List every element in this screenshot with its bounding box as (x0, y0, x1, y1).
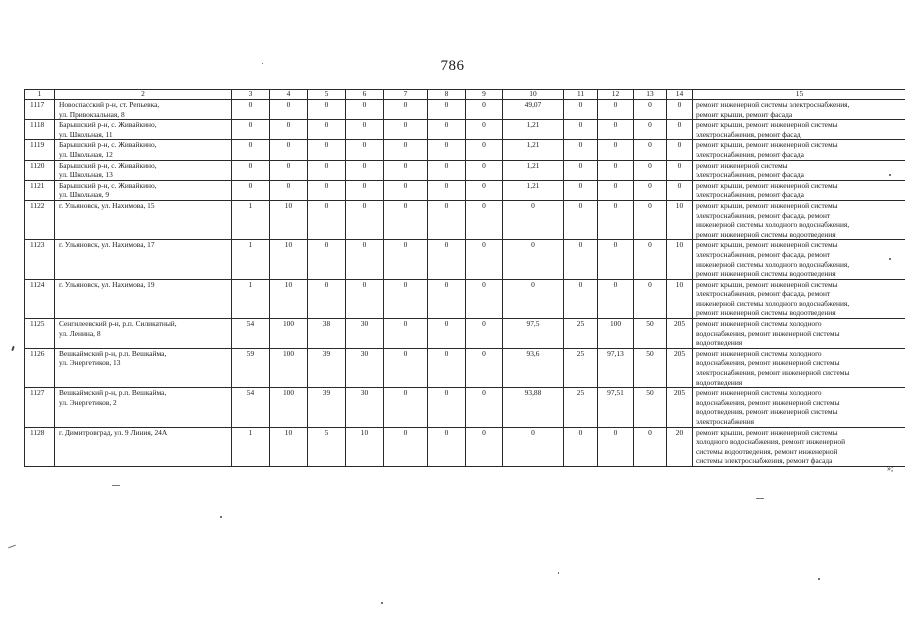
value-cell-c9: 0 (466, 240, 503, 279)
row-number: 1121 (25, 180, 55, 200)
repair-works-line: электроснабжения, ремонт фасада (696, 190, 804, 200)
address-line: г. Ульяновск, ул. Нахимова, 17 (59, 240, 155, 250)
value-cell-c5: 0 (308, 240, 346, 279)
repair-works-line: ремонт инженерной системы водоотведения (696, 269, 836, 279)
address-cell (55, 388, 232, 427)
header-cell: 3 (232, 90, 270, 100)
value-cell-c7: 0 (384, 180, 428, 200)
row-number: 1119 (25, 140, 55, 160)
value-cell-c13: 50 (634, 348, 667, 387)
value-cell-c14: 0 (667, 120, 693, 140)
repair-works-line: инженерной системы холодного водоснабжения, (696, 298, 850, 308)
repair-works-cell (693, 279, 905, 318)
address-line: ул. Школьная, 11 (59, 129, 113, 139)
value-cell-c5: 39 (308, 388, 346, 427)
scan-speck (818, 578, 820, 580)
header-cell: 8 (428, 90, 466, 100)
table-row (25, 240, 905, 279)
value-cell-c7: 0 (384, 120, 428, 140)
value-cell-c7: 0 (384, 279, 428, 318)
value-cell-c10: 0 (503, 200, 564, 239)
value-cell-c3: 1 (232, 279, 270, 318)
value-cell-c12: 97,13 (598, 348, 634, 387)
table-row (25, 348, 905, 387)
value-cell-c6: 0 (346, 120, 384, 140)
value-cell-c10: 93,6 (503, 348, 564, 387)
value-cell-c3: 54 (232, 319, 270, 349)
repair-works-line: системы электроснабжения, ремонт фасада (696, 456, 833, 466)
row-number: 1126 (25, 348, 55, 387)
trailing-mark: »; (887, 464, 894, 473)
value-cell-c12: 100 (598, 319, 634, 349)
repair-works-line: электроснабжения, ремонт инженерной системы (696, 368, 850, 378)
value-cell-c9: 0 (466, 388, 503, 427)
value-cell-c6: 30 (346, 388, 384, 427)
value-cell-c3: 59 (232, 348, 270, 387)
value-cell-c9: 0 (466, 160, 503, 180)
value-cell-c9: 0 (466, 120, 503, 140)
value-cell-c11: 0 (564, 200, 598, 239)
value-cell-c5: 0 (308, 279, 346, 318)
value-cell-c6: 0 (346, 140, 384, 160)
value-cell-c4: 10 (270, 240, 308, 279)
value-cell-c10: 93,88 (503, 388, 564, 427)
header-cell: 5 (308, 90, 346, 100)
value-cell-c8: 0 (428, 319, 466, 349)
repair-works-line: водоснабжения, ремонт инженерной системы (696, 397, 840, 407)
value-cell-c7: 0 (384, 100, 428, 120)
address-cell (55, 120, 232, 140)
address-cell (55, 140, 232, 160)
value-cell-c9: 0 (466, 140, 503, 160)
value-cell-c7: 0 (384, 140, 428, 160)
scan-speck (558, 572, 559, 574)
repair-works-cell (693, 319, 905, 349)
repair-works-line: электроснабжения, ремонт фасад (696, 129, 801, 139)
value-cell-c12: 0 (598, 180, 634, 200)
value-cell-c13: 0 (634, 279, 667, 318)
repair-works-line: электроснабжения, ремонт фасада, ремонт (696, 289, 831, 299)
value-cell-c7: 0 (384, 240, 428, 279)
value-cell-c3: 1 (232, 200, 270, 239)
repair-works-line: ремонт крыши, ремонт инженерной системы (696, 240, 838, 250)
address-cell (55, 200, 232, 239)
address-line: г. Ульяновск, ул. Нахимова, 19 (59, 279, 155, 289)
value-cell-c14: 0 (667, 100, 693, 120)
value-cell-c10: 0 (503, 279, 564, 318)
repair-works-line: водоснабжения, ремонт инженерной системы (696, 328, 840, 338)
address-line: ул. Энергетиков, 13 (59, 358, 121, 368)
scan-speck (889, 174, 891, 176)
value-cell-c11: 0 (564, 240, 598, 279)
value-cell-c6: 0 (346, 200, 384, 239)
address-line: ул. Школьная, 13 (59, 170, 113, 180)
value-cell-c10: 1,21 (503, 160, 564, 180)
address-line: Барышский р-н, с. Живайкино, (59, 140, 157, 150)
header-cell: 2 (55, 90, 232, 100)
value-cell-c11: 25 (564, 319, 598, 349)
address-cell (55, 160, 232, 180)
row-number: 1122 (25, 200, 55, 239)
repair-works-cell (693, 388, 905, 427)
value-cell-c12: 0 (598, 120, 634, 140)
address-line: Вешкаймский р-н, р.п. Вешкайма, (59, 348, 167, 358)
value-cell-c12: 0 (598, 100, 634, 120)
header-cell: 10 (503, 90, 564, 100)
value-cell-c11: 0 (564, 160, 598, 180)
repair-works-line: системы водоотведения, ремонт инженерной (696, 446, 838, 456)
repair-works-line: ремонт инженерной системы холодного (696, 319, 822, 329)
value-cell-c9: 0 (466, 279, 503, 318)
value-cell-c13: 0 (634, 120, 667, 140)
table-row (25, 120, 905, 140)
value-cell-c13: 0 (634, 180, 667, 200)
value-cell-c4: 100 (270, 348, 308, 387)
value-cell-c14: 10 (667, 200, 693, 239)
repair-works-line: ремонт инженерной системы водоотведения (696, 308, 836, 318)
repair-works-cell (693, 180, 905, 200)
header-cell: 14 (667, 90, 693, 100)
repair-works-line: ремонт инженерной системы (696, 160, 788, 170)
value-cell-c3: 0 (232, 100, 270, 120)
address-cell (55, 348, 232, 387)
repair-works-line: ремонт крыши, ремонт инженерной системы (696, 140, 838, 150)
value-cell-c10: 1,21 (503, 180, 564, 200)
value-cell-c9: 0 (466, 200, 503, 239)
value-cell-c14: 205 (667, 388, 693, 427)
scan-speck (889, 258, 891, 260)
repair-works-line: ремонт крыши, ремонт фасада (696, 109, 793, 119)
table-row (25, 427, 905, 466)
header-cell: 12 (598, 90, 634, 100)
value-cell-c4: 0 (270, 140, 308, 160)
value-cell-c4: 10 (270, 279, 308, 318)
value-cell-c4: 10 (270, 200, 308, 239)
address-cell (55, 240, 232, 279)
address-line: г. Димитровград, ул. 9 Линия, 24А (59, 427, 168, 437)
value-cell-c13: 0 (634, 140, 667, 160)
value-cell-c11: 0 (564, 140, 598, 160)
repair-works-line: инженерной системы холодного водоснабжения, (696, 220, 850, 230)
row-number: 1128 (25, 427, 55, 466)
repair-works-cell (693, 160, 905, 180)
repair-works-line: ремонт инженерной системы холодного (696, 348, 822, 358)
value-cell-c7: 0 (384, 427, 428, 466)
registry-table (24, 89, 905, 467)
value-cell-c5: 0 (308, 100, 346, 120)
address-line: ул. Школьная, 12 (59, 149, 113, 159)
value-cell-c5: 0 (308, 200, 346, 239)
repair-works-line: электроснабжения, ремонт фасада (696, 149, 804, 159)
header-row (25, 90, 905, 100)
value-cell-c6: 30 (346, 319, 384, 349)
table-row (25, 200, 905, 239)
repair-works-line: электроснабжения, ремонт фасада, ремонт (696, 210, 831, 220)
repair-works-line: ремонт инженерной системы электроснабжения, (696, 100, 850, 109)
value-cell-c14: 20 (667, 427, 693, 466)
table-row (25, 388, 905, 427)
value-cell-c13: 0 (634, 160, 667, 180)
value-cell-c13: 0 (634, 240, 667, 279)
repair-works-line: водоотведения (696, 338, 743, 348)
value-cell-c13: 0 (634, 427, 667, 466)
value-cell-c8: 0 (428, 180, 466, 200)
address-cell (55, 427, 232, 466)
value-cell-c12: 0 (598, 240, 634, 279)
repair-works-line: ремонт крыши, ремонт инженерной системы (696, 180, 838, 190)
address-line: Барышский р-н, с. Живайкино, (59, 120, 157, 130)
value-cell-c10: 0 (503, 427, 564, 466)
value-cell-c9: 0 (466, 180, 503, 200)
value-cell-c6: 0 (346, 279, 384, 318)
value-cell-c9: 0 (466, 319, 503, 349)
value-cell-c8: 0 (428, 100, 466, 120)
header-cell: 13 (634, 90, 667, 100)
row-number: 1120 (25, 160, 55, 180)
value-cell-c8: 0 (428, 348, 466, 387)
value-cell-c7: 0 (384, 388, 428, 427)
header-cell: 11 (564, 90, 598, 100)
header-cell: 15 (693, 90, 905, 100)
repair-works-line: ремонт инженерной системы водоотведения (696, 229, 836, 239)
value-cell-c12: 0 (598, 200, 634, 239)
value-cell-c4: 0 (270, 100, 308, 120)
value-cell-c4: 0 (270, 180, 308, 200)
value-cell-c13: 0 (634, 100, 667, 120)
value-cell-c8: 0 (428, 279, 466, 318)
value-cell-c6: 30 (346, 348, 384, 387)
address-line: ул. Школьная, 9 (59, 190, 110, 200)
repair-works-line: ремонт инженерной системы холодного (696, 388, 822, 398)
address-line: Вешкаймский р-н, р.п. Вешкайма, (59, 388, 167, 398)
value-cell-c10: 97,5 (503, 319, 564, 349)
value-cell-c9: 0 (466, 100, 503, 120)
repair-works-cell (693, 348, 905, 387)
value-cell-c10: 0 (503, 240, 564, 279)
repair-works-line: холодного водоснабжения, ремонт инженерной (696, 437, 846, 447)
scan-speck (220, 516, 222, 518)
value-cell-c8: 0 (428, 200, 466, 239)
row-number: 1124 (25, 279, 55, 318)
table-row (25, 180, 905, 200)
value-cell-c11: 0 (564, 100, 598, 120)
repair-works-line: ремонт крыши, ремонт инженерной системы (696, 120, 838, 130)
page-number: 786 (440, 58, 465, 74)
value-cell-c10: 1,21 (503, 120, 564, 140)
value-cell-c8: 0 (428, 388, 466, 427)
value-cell-c14: 205 (667, 319, 693, 349)
value-cell-c6: 0 (346, 100, 384, 120)
value-cell-c13: 50 (634, 319, 667, 349)
scan-dash (756, 498, 764, 499)
repair-works-line: ремонт крыши, ремонт инженерной системы (696, 200, 838, 210)
value-cell-c13: 50 (634, 388, 667, 427)
value-cell-c8: 0 (428, 240, 466, 279)
value-cell-c14: 10 (667, 240, 693, 279)
value-cell-c5: 5 (308, 427, 346, 466)
value-cell-c8: 0 (428, 140, 466, 160)
table-row (25, 160, 905, 180)
value-cell-c11: 0 (564, 120, 598, 140)
repair-works-line: водоотведения (696, 377, 743, 387)
value-cell-c11: 25 (564, 388, 598, 427)
address-cell (55, 319, 232, 349)
value-cell-c7: 0 (384, 319, 428, 349)
address-cell (55, 279, 232, 318)
value-cell-c6: 0 (346, 180, 384, 200)
repair-works-line: инженерной системы холодного водоснабжения, (696, 259, 850, 269)
repair-works-line: электроснабжения, ремонт фасада (696, 170, 804, 180)
value-cell-c12: 0 (598, 279, 634, 318)
value-cell-c12: 97,51 (598, 388, 634, 427)
value-cell-c10: 49,07 (503, 100, 564, 120)
table-row (25, 319, 905, 349)
value-cell-c14: 0 (667, 160, 693, 180)
value-cell-c9: 0 (466, 427, 503, 466)
header-cell: 9 (466, 90, 503, 100)
value-cell-c12: 0 (598, 427, 634, 466)
value-cell-c8: 0 (428, 427, 466, 466)
value-cell-c5: 0 (308, 140, 346, 160)
value-cell-c14: 205 (667, 348, 693, 387)
value-cell-c6: 0 (346, 160, 384, 180)
repair-works-cell (693, 427, 905, 466)
value-cell-c4: 0 (270, 120, 308, 140)
value-cell-c10: 1,21 (503, 140, 564, 160)
value-cell-c3: 0 (232, 180, 270, 200)
scan-speck (11, 346, 15, 351)
value-cell-c6: 0 (346, 240, 384, 279)
value-cell-c9: 0 (466, 348, 503, 387)
repair-works-line: электроснабжения, ремонт фасада, ремонт (696, 249, 831, 259)
value-cell-c8: 0 (428, 160, 466, 180)
scan-dash (112, 485, 120, 486)
value-cell-c3: 0 (232, 120, 270, 140)
row-number: 1125 (25, 319, 55, 349)
repair-works-line: водоотведения, ремонт инженерной системы (696, 407, 838, 417)
value-cell-c11: 0 (564, 427, 598, 466)
address-line: ул. Привокзальная, 8 (59, 109, 125, 119)
value-cell-c5: 39 (308, 348, 346, 387)
value-cell-c3: 54 (232, 388, 270, 427)
value-cell-c4: 0 (270, 160, 308, 180)
table-row (25, 100, 905, 120)
value-cell-c8: 0 (428, 120, 466, 140)
scan-speck (381, 602, 383, 604)
row-number: 1118 (25, 120, 55, 140)
address-line: ул. Ленина, 8 (59, 328, 101, 338)
value-cell-c12: 0 (598, 160, 634, 180)
scan-speck (262, 63, 263, 64)
repair-works-cell (693, 100, 905, 120)
value-cell-c3: 0 (232, 160, 270, 180)
value-cell-c6: 10 (346, 427, 384, 466)
value-cell-c5: 38 (308, 319, 346, 349)
table-row (25, 279, 905, 318)
repair-works-cell (693, 200, 905, 239)
value-cell-c7: 0 (384, 200, 428, 239)
value-cell-c7: 0 (384, 348, 428, 387)
value-cell-c4: 100 (270, 388, 308, 427)
header-cell: 1 (25, 90, 55, 100)
row-number: 1123 (25, 240, 55, 279)
value-cell-c3: 1 (232, 240, 270, 279)
repair-works-line: ремонт крыши, ремонт инженерной системы (696, 279, 838, 289)
value-cell-c11: 0 (564, 279, 598, 318)
repair-works-line: электроснабжения (696, 417, 755, 426)
address-line: ул. Энергетиков, 2 (59, 397, 117, 407)
repair-works-cell (693, 120, 905, 140)
value-cell-c4: 10 (270, 427, 308, 466)
address-cell (55, 100, 232, 120)
address-cell (55, 180, 232, 200)
value-cell-c5: 0 (308, 160, 346, 180)
row-number: 1117 (25, 100, 55, 120)
address-line: Барышский р-н, с. Живайкино, (59, 180, 157, 190)
value-cell-c3: 0 (232, 140, 270, 160)
address-line: Новоспасский р-н, ст. Репьевка, (59, 100, 160, 109)
scan-dash (8, 545, 16, 549)
row-number: 1127 (25, 388, 55, 427)
address-line: Сенгилеевский р-н, р.п. Силикатный, (59, 319, 177, 329)
value-cell-c14: 10 (667, 279, 693, 318)
value-cell-c12: 0 (598, 140, 634, 160)
repair-works-line: ремонт крыши, ремонт инженерной системы (696, 427, 838, 437)
value-cell-c13: 0 (634, 200, 667, 239)
repair-works-line: водоснабжения, ремонт инженерной системы (696, 358, 840, 368)
value-cell-c5: 0 (308, 120, 346, 140)
address-line: Барышский р-н, с. Живайкино, (59, 160, 157, 170)
value-cell-c11: 0 (564, 180, 598, 200)
header-cell: 7 (384, 90, 428, 100)
table-row (25, 140, 905, 160)
value-cell-c11: 25 (564, 348, 598, 387)
value-cell-c14: 0 (667, 180, 693, 200)
value-cell-c3: 1 (232, 427, 270, 466)
repair-works-cell (693, 240, 905, 279)
header-cell: 4 (270, 90, 308, 100)
value-cell-c7: 0 (384, 160, 428, 180)
repair-works-cell (693, 140, 905, 160)
header-cell: 6 (346, 90, 384, 100)
address-line: г. Ульяновск, ул. Нахимова, 15 (59, 200, 155, 210)
value-cell-c4: 100 (270, 319, 308, 349)
value-cell-c5: 0 (308, 180, 346, 200)
value-cell-c14: 0 (667, 140, 693, 160)
